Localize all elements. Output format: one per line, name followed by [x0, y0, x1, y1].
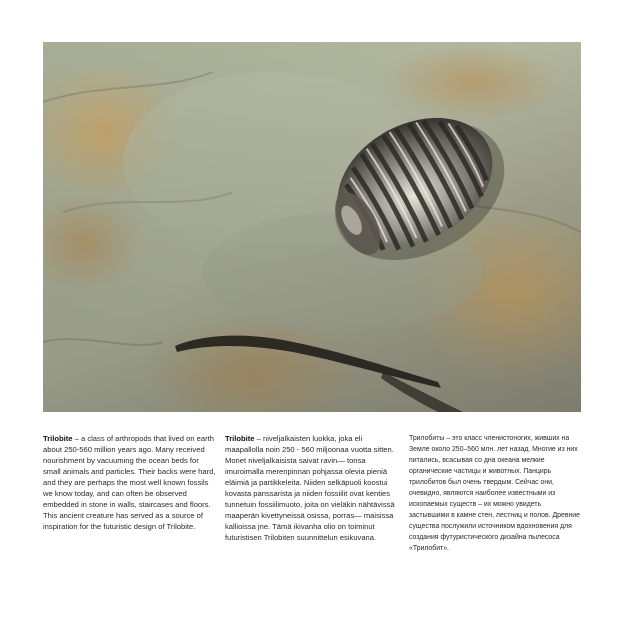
- term-english: Trilobite: [43, 434, 73, 443]
- body-russian: Трилобиты – это класс членистоногих, живших на Земле около 250–560 млн. лет назад. Многие из них питались, всасывая со дна океана мелкие органические частицы и животных. Панцирь трилобитов был очень твердым. Сейчас они, очевидно, являются наиболее известными из ископаемых существ – их можно увидеть застывшими в камне стен, лестниц и полов. Древние существа послужили источником вдохновения для создания футуристического дизайна пылесоса «Трилобит».: [409, 435, 580, 552]
- term-finnish: Trilobite: [225, 434, 255, 443]
- trilobite-photo: [43, 42, 581, 412]
- description-finnish: [225, 433, 395, 543]
- body-finnish: – niveljalkaisten luokka, joka eli maapallolla noin 250 - 560 miljoonaa vuotta sitten. Monet niveljalkaisista saivat ravin— tonsa imuroimalla merenpinnan pohjassa olevia pieniä eläimiä ja partikkeleita. Niiden selkäpuoli koostui kovasta panssarista ja niiden fossiilit ovat kenties tunnetuin fossiilimuoto, joita on vieläkin nähtävissä maaperän kivettyneissä osissa, porras— maisissa kallioissa jne. Tämä ikivanha olio on toiminut futuristisen Trilobiten suunnittelun esikuvana.: [225, 434, 395, 542]
- description-english: [43, 433, 217, 532]
- body-english: – a class of arthropods that lived on earth about 250-560 million years ago. Many received nourishment by vacuuming the ocean beds for small animals and particles. Their backs were hard, and they are perhaps the most well known fossils we know today, and can often be observed embedded in stone in walls, staircases and floors. This ancient creature has served as a source of inspiration for the futuristic design of Trilobite.: [43, 434, 216, 531]
- description-russian: [409, 433, 581, 554]
